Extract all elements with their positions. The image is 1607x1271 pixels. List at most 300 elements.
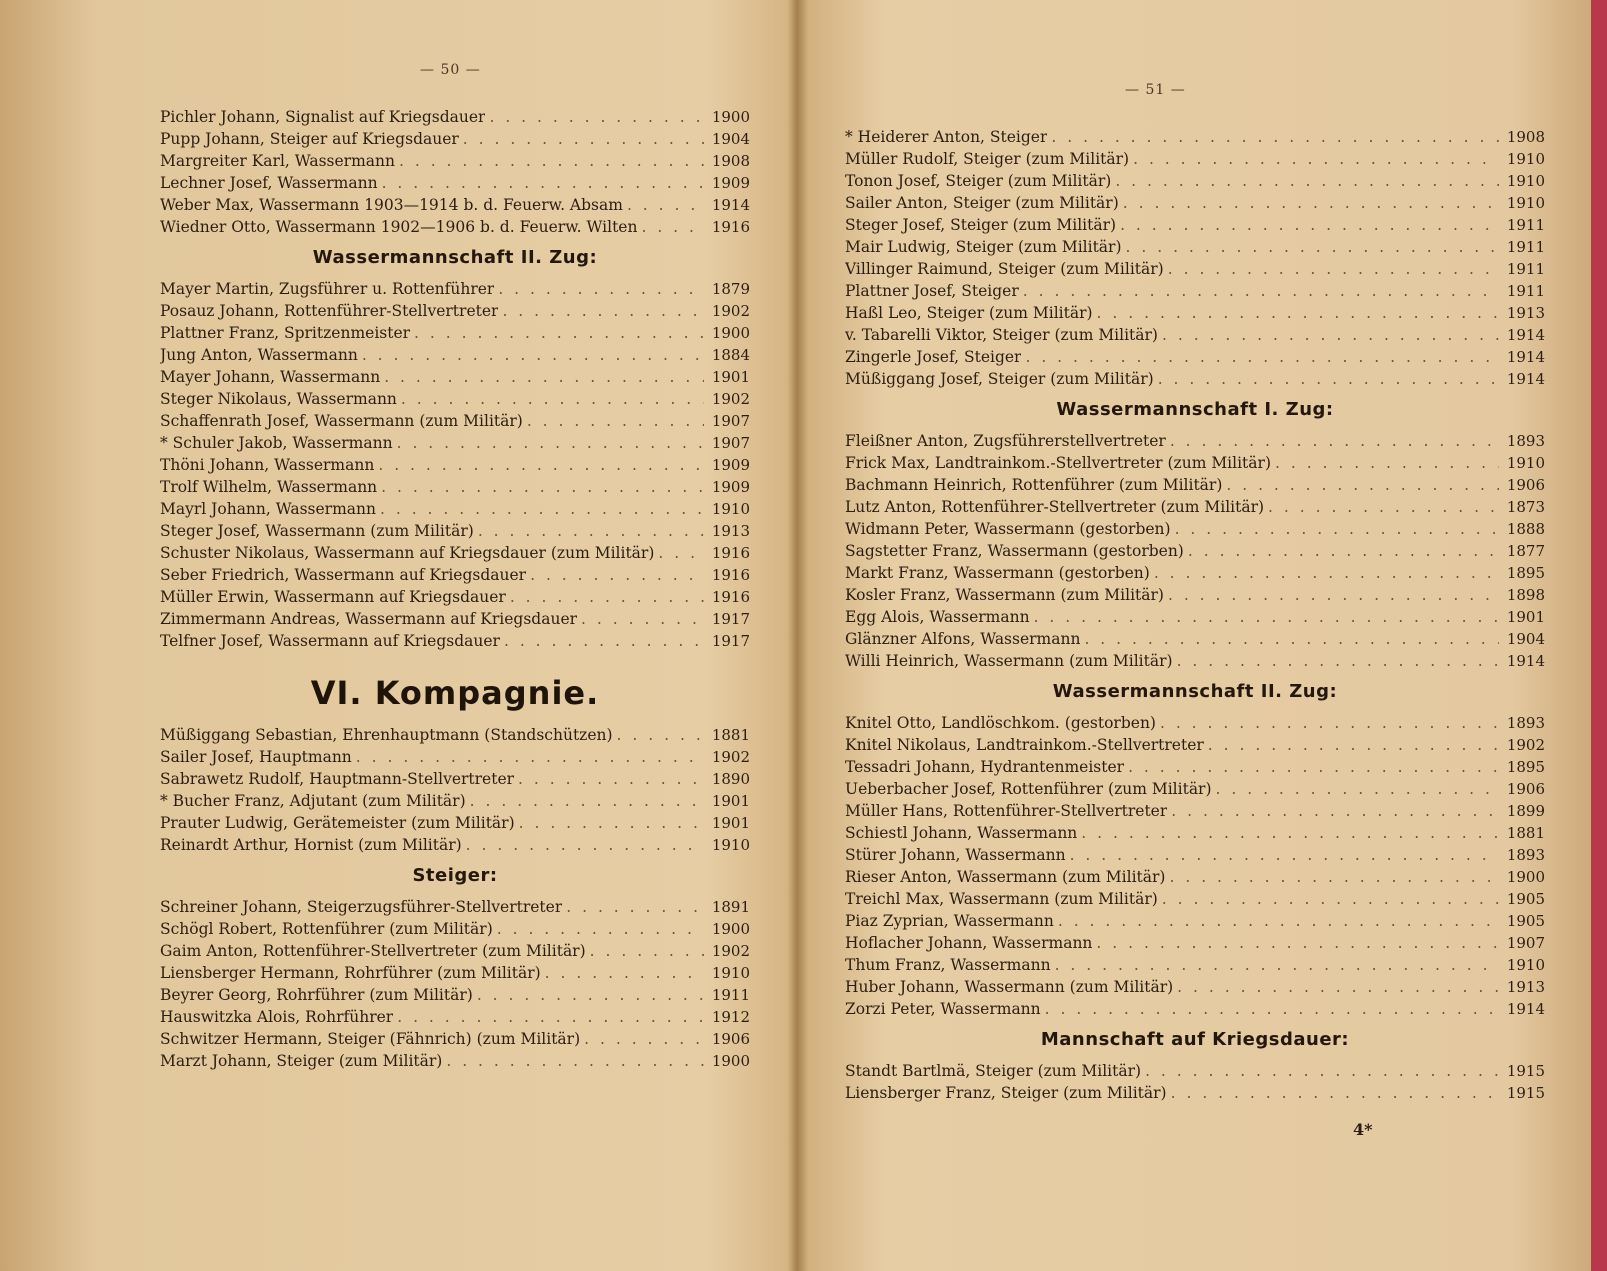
entry-year: 1914	[711, 196, 750, 214]
list-entry	[845, 650, 1545, 672]
list-entry	[160, 984, 750, 1006]
leader-dots	[1116, 214, 1499, 236]
leader-dots	[459, 128, 704, 150]
leader-dots	[654, 542, 704, 564]
list-entry	[845, 126, 1545, 148]
list-entry	[160, 790, 750, 812]
leader-dots	[473, 984, 704, 1006]
list-entry	[845, 540, 1545, 562]
group	[160, 278, 750, 652]
entry-name: Hoflacher Johann, Wassermann	[845, 934, 1093, 952]
section-heading: Steiger:	[412, 865, 498, 886]
entry-year: 1900	[711, 108, 750, 126]
entry-year: 1890	[711, 770, 750, 788]
entry-name: Lechner Josef, Wassermann	[160, 174, 378, 192]
entry-year: 1899	[1506, 802, 1545, 820]
entry-name: Schögl Robert, Rottenführer (zum Militär)	[160, 920, 493, 938]
entry-name: v. Tabarelli Viktor, Steiger (zum Militär)	[845, 326, 1158, 344]
right-entries	[845, 126, 1545, 1104]
entry-name: Haßl Leo, Steiger (zum Militär)	[845, 304, 1093, 322]
list-entry	[160, 454, 750, 476]
list-entry	[160, 586, 750, 608]
entry-name: Pupp Johann, Steiger auf Kriegsdauer	[160, 130, 459, 148]
entry-year: 1891	[711, 898, 750, 916]
entry-name: Treichl Max, Wassermann (zum Militär)	[845, 890, 1158, 908]
entry-name: Knitel Nikolaus, Landtrainkom.-Stellvertreter	[845, 736, 1204, 754]
list-entry	[160, 278, 750, 300]
entry-name: Egg Alois, Wassermann	[845, 608, 1030, 626]
leader-dots	[1129, 148, 1499, 170]
list-entry	[160, 896, 750, 918]
leader-dots	[1119, 192, 1499, 214]
entry-name: Trolf Wilhelm, Wassermann	[160, 478, 378, 496]
list-entry	[160, 388, 750, 410]
group	[845, 712, 1545, 1020]
leader-dots	[1171, 518, 1499, 540]
entry-year: 1916	[711, 544, 750, 562]
leader-dots	[376, 498, 704, 520]
list-entry	[845, 712, 1545, 734]
leader-dots	[1030, 606, 1499, 628]
section-heading: Wassermannschaft II. Zug:	[1052, 681, 1338, 702]
entry-year: 1916	[711, 566, 750, 584]
list-entry	[845, 192, 1545, 214]
list-entry	[845, 148, 1545, 170]
entry-name: Tessadri Johann, Hydrantenmeister	[845, 758, 1125, 776]
entry-year: 1898	[1506, 586, 1545, 604]
entry-year: 1915	[1506, 1062, 1545, 1080]
list-entry	[160, 172, 750, 194]
leader-dots	[1165, 866, 1499, 888]
list-entry	[160, 194, 750, 216]
entry-name: Bachmann Heinrich, Rottenführer (zum Militär)	[845, 476, 1223, 494]
leader-dots	[580, 1028, 704, 1050]
entry-year: 1908	[1506, 128, 1545, 146]
entry-year: 1900	[711, 920, 750, 938]
entry-year: 1901	[711, 814, 750, 832]
entry-name: Reinardt Arthur, Hornist (zum Militär)	[160, 836, 462, 854]
entry-name: Markt Franz, Wassermann (gestorben)	[845, 564, 1150, 582]
entry-year: 1909	[711, 456, 750, 474]
entry-year: 1915	[1506, 1084, 1545, 1102]
entry-name: Zorzi Peter, Wassermann	[845, 1000, 1041, 1018]
company-heading: VI. Kompagnie.	[310, 674, 600, 712]
entry-year: 1895	[1506, 564, 1545, 582]
list-entry	[845, 866, 1545, 888]
entry-name: Frick Max, Landtrainkom.-Stellvertreter (zum Militär)	[845, 454, 1271, 472]
entry-name: Plattner Franz, Spritzenmeister	[160, 324, 411, 342]
leader-dots	[377, 476, 704, 498]
entry-name: Schwitzer Hermann, Steiger (Fähnrich) (zum Militär)	[160, 1030, 581, 1048]
leader-dots	[526, 564, 704, 586]
entry-name: Plattner Josef, Steiger	[845, 282, 1019, 300]
entry-name: Glänzner Alfons, Wassermann	[845, 630, 1081, 648]
list-entry	[160, 128, 750, 150]
entry-year: 1910	[1506, 956, 1545, 974]
leader-dots	[1111, 170, 1499, 192]
leader-dots	[523, 410, 704, 432]
entry-year: 1906	[1506, 780, 1545, 798]
leader-dots	[466, 790, 704, 812]
entry-year: 1902	[1506, 736, 1545, 754]
leader-dots	[1154, 368, 1499, 390]
list-entry	[845, 910, 1545, 932]
entry-year: 1914	[1506, 326, 1545, 344]
leader-dots	[1173, 650, 1499, 672]
entry-year: 1907	[711, 434, 750, 452]
entry-name: * Heiderer Anton, Steiger	[845, 128, 1048, 146]
entry-year: 1911	[1506, 260, 1545, 278]
list-entry	[160, 1006, 750, 1028]
list-entry	[845, 778, 1545, 800]
entry-name: Müller Rudolf, Steiger (zum Militär)	[845, 150, 1130, 168]
list-entry	[160, 150, 750, 172]
entry-name: Liensberger Franz, Steiger (zum Militär)	[845, 1084, 1167, 1102]
leader-dots	[1019, 280, 1499, 302]
left-entries	[160, 106, 750, 1072]
leader-dots	[613, 724, 704, 746]
list-entry	[160, 812, 750, 834]
list-entry	[845, 302, 1545, 324]
entry-name: Müller Hans, Rottenführer-Stellvertreter	[845, 802, 1168, 820]
entry-year: 1888	[1506, 520, 1545, 538]
entry-name: Sagstetter Franz, Wassermann (gestorben)	[845, 542, 1184, 560]
entry-name: Schiestl Johann, Wassermann	[845, 824, 1078, 842]
entry-name: Mayer Johann, Wassermann	[160, 368, 381, 386]
entry-year: 1910	[1506, 454, 1545, 472]
leader-dots	[1184, 540, 1499, 562]
entry-year: 1913	[1506, 304, 1545, 322]
entry-year: 1893	[1506, 432, 1545, 450]
leader-dots	[1051, 954, 1499, 976]
list-entry	[160, 834, 750, 856]
leader-dots	[498, 300, 704, 322]
list-entry	[160, 768, 750, 790]
entry-name: Sabrawetz Rudolf, Hauptmann-Stellvertreter	[160, 770, 515, 788]
list-entry	[845, 496, 1545, 518]
list-entry	[845, 236, 1545, 258]
entry-name: Sailer Josef, Hauptmann	[160, 748, 352, 766]
list-entry	[160, 1028, 750, 1050]
list-entry	[160, 724, 750, 746]
list-entry	[160, 746, 750, 768]
list-entry	[160, 216, 750, 238]
leader-dots	[541, 962, 704, 984]
list-entry	[845, 998, 1545, 1020]
leader-dots	[393, 1006, 704, 1028]
entry-year: 1893	[1506, 714, 1545, 732]
entry-name: Hauswitzka Alois, Rohrführer	[160, 1008, 394, 1026]
entry-name: Seber Friedrich, Wassermann auf Kriegsdauer	[160, 566, 527, 584]
entry-name: Schaffenrath Josef, Wassermann (zum Militär)	[160, 412, 523, 430]
entry-year: 1881	[711, 726, 750, 744]
entry-year: 1901	[711, 792, 750, 810]
entry-year: 1909	[711, 478, 750, 496]
entry-year: 1909	[711, 174, 750, 192]
entry-year: 1900	[711, 1052, 750, 1070]
entry-year: 1902	[711, 748, 750, 766]
list-entry	[160, 608, 750, 630]
entry-year: 1902	[711, 942, 750, 960]
leader-dots	[442, 1050, 704, 1072]
leader-dots	[1164, 258, 1499, 280]
list-entry	[160, 940, 750, 962]
entry-year: 1914	[1506, 370, 1545, 388]
list-entry	[845, 430, 1545, 452]
entry-name: Schuster Nikolaus, Wassermann auf Kriegsdauer (zum Militär)	[160, 544, 655, 562]
entry-year: 1913	[711, 522, 750, 540]
entry-year: 1916	[711, 588, 750, 606]
list-entry	[160, 1050, 750, 1072]
entry-year: 1904	[711, 130, 750, 148]
leader-dots	[514, 768, 704, 790]
list-entry	[160, 344, 750, 366]
list-entry	[160, 476, 750, 498]
entry-name: Villinger Raimund, Steiger (zum Militär)	[845, 260, 1164, 278]
page-number: — 51 —	[1125, 82, 1186, 98]
list-entry	[160, 918, 750, 940]
list-entry	[845, 170, 1545, 192]
entry-name: Stürer Johann, Wassermann	[845, 846, 1066, 864]
entry-year: 1901	[1506, 608, 1545, 626]
leader-dots	[1164, 584, 1499, 606]
entry-name: Marzt Johann, Steiger (zum Militär)	[160, 1052, 443, 1070]
entry-name: Jung Anton, Wassermann	[160, 346, 358, 364]
entry-year: 1913	[1506, 978, 1545, 996]
leader-dots	[623, 194, 704, 216]
leader-dots	[515, 812, 704, 834]
entry-year: 1910	[1506, 194, 1545, 212]
entry-name: Tonon Josef, Steiger (zum Militär)	[845, 172, 1112, 190]
entry-year: 1914	[1506, 348, 1545, 366]
entry-year: 1910	[1506, 150, 1545, 168]
page-number: — 50 —	[420, 62, 481, 78]
leader-dots	[1054, 910, 1499, 932]
entry-year: 1907	[1506, 934, 1545, 952]
leader-dots	[378, 172, 704, 194]
leader-dots	[474, 520, 704, 542]
entry-name: Wiedner Otto, Wassermann 1902—1906 b. d. Feuerw. Wilten	[160, 218, 638, 236]
section-heading: Wassermannschaft II. Zug:	[312, 247, 598, 268]
leader-dots	[1222, 474, 1499, 496]
entry-name: Zingerle Josef, Steiger	[845, 348, 1022, 366]
entry-name: Mair Ludwig, Steiger (zum Militär)	[845, 238, 1122, 256]
list-entry	[160, 432, 750, 454]
entry-year: 1912	[711, 1008, 750, 1026]
list-entry	[160, 542, 750, 564]
entry-name: Piaz Zyprian, Wassermann	[845, 912, 1054, 930]
group	[845, 430, 1545, 672]
signature-mark: 4*	[1353, 1120, 1373, 1139]
list-entry	[845, 606, 1545, 628]
entry-year: 1908	[711, 152, 750, 170]
leader-dots	[397, 388, 704, 410]
list-entry	[160, 300, 750, 322]
leader-dots	[586, 940, 704, 962]
entry-name: Willi Heinrich, Wassermann (zum Militär)	[845, 652, 1173, 670]
list-entry	[160, 520, 750, 542]
list-entry	[160, 498, 750, 520]
right-page	[795, 0, 1591, 1271]
entry-year: 1911	[1506, 238, 1545, 256]
list-entry	[845, 628, 1545, 650]
entry-year: 1884	[711, 346, 750, 364]
entry-year: 1916	[711, 218, 750, 236]
list-entry	[845, 280, 1545, 302]
leader-dots	[1167, 1082, 1499, 1104]
entry-year: 1905	[1506, 912, 1545, 930]
entry-name: Knitel Otto, Landlöschkom. (gestorben)	[845, 714, 1156, 732]
leader-dots	[1066, 844, 1499, 866]
group	[845, 1060, 1545, 1104]
entry-year: 1914	[1506, 1000, 1545, 1018]
entry-name: * Bucher Franz, Adjutant (zum Militär)	[160, 792, 466, 810]
leader-dots	[506, 586, 704, 608]
leader-dots	[1124, 756, 1499, 778]
entry-name: Müßiggang Sebastian, Ehrenhauptmann (Standschützen)	[160, 726, 613, 744]
entry-year: 1873	[1506, 498, 1545, 516]
entry-name: Gaim Anton, Rottenführer-Stellvertreter (zum Militär)	[160, 942, 586, 960]
entry-name: Steger Josef, Steiger (zum Militär)	[845, 216, 1117, 234]
list-entry	[160, 564, 750, 586]
list-entry	[845, 562, 1545, 584]
leader-dots	[500, 630, 704, 652]
leader-dots	[1077, 822, 1499, 844]
entry-name: Huber Johann, Wassermann (zum Militär)	[845, 978, 1174, 996]
list-entry	[845, 800, 1545, 822]
leader-dots	[493, 918, 704, 940]
leader-dots	[1204, 734, 1499, 756]
list-entry	[845, 584, 1545, 606]
entry-year: 1904	[1506, 630, 1545, 648]
entry-year: 1911	[1506, 216, 1545, 234]
entry-name: Standt Bartlmä, Steiger (zum Militär)	[845, 1062, 1142, 1080]
entry-year: 1911	[711, 986, 750, 1004]
entry-name: Ueberbacher Josef, Rottenführer (zum Militär)	[845, 780, 1212, 798]
entry-name: Posauz Johann, Rottenführer-Stellvertreter	[160, 302, 499, 320]
leader-dots	[1093, 302, 1499, 324]
list-entry	[845, 888, 1545, 910]
leader-dots	[494, 278, 704, 300]
entry-year: 1910	[1506, 172, 1545, 190]
entry-year: 1901	[711, 368, 750, 386]
list-entry	[160, 322, 750, 344]
leader-dots	[1041, 998, 1499, 1020]
entry-name: Schreiner Johann, Steigerzugsführer-Stellvertreter	[160, 898, 563, 916]
leader-dots	[1212, 778, 1499, 800]
entry-year: 1893	[1506, 846, 1545, 864]
leader-dots	[410, 322, 704, 344]
entry-name: Thöni Johann, Wassermann	[160, 456, 375, 474]
section-heading: Mannschaft auf Kriegsdauer:	[1040, 1029, 1350, 1050]
entry-year: 1895	[1506, 758, 1545, 776]
entry-name: Liensberger Hermann, Rohrführer (zum Militär)	[160, 964, 541, 982]
entry-name: Kosler Franz, Wassermann (zum Militär)	[845, 586, 1164, 604]
entry-name: Rieser Anton, Wassermann (zum Militär)	[845, 868, 1166, 886]
list-entry	[845, 756, 1545, 778]
leader-dots	[1166, 430, 1499, 452]
leader-dots	[393, 432, 704, 454]
list-entry	[160, 410, 750, 432]
entry-name: * Schuler Jakob, Wassermann	[160, 434, 393, 452]
list-entry	[845, 932, 1545, 954]
leader-dots	[374, 454, 704, 476]
entry-year: 1881	[1506, 824, 1545, 842]
entry-year: 1910	[711, 836, 750, 854]
entry-name: Beyrer Georg, Rohrführer (zum Militär)	[160, 986, 473, 1004]
leader-dots	[1158, 324, 1499, 346]
entry-name: Zimmermann Andreas, Wassermann auf Kriegsdauer	[160, 610, 578, 628]
list-entry	[845, 452, 1545, 474]
entry-year: 1879	[711, 280, 750, 298]
entry-year: 1906	[711, 1030, 750, 1048]
entry-name: Lutz Anton, Rottenführer-Stellvertreter (zum Militär)	[845, 498, 1265, 516]
leader-dots	[577, 608, 704, 630]
leader-dots	[395, 150, 704, 172]
leader-dots	[1158, 888, 1499, 910]
leader-dots	[1092, 932, 1499, 954]
entry-name: Telfner Josef, Wassermann auf Kriegsdauer	[160, 632, 500, 650]
entry-name: Müller Erwin, Wassermann auf Kriegsdauer	[160, 588, 506, 606]
leader-dots	[1271, 452, 1499, 474]
entry-year: 1910	[711, 500, 750, 518]
leader-dots	[1021, 346, 1499, 368]
entry-name: Fleißner Anton, Zugsführerstellvertreter	[845, 432, 1166, 450]
leader-dots	[358, 344, 704, 366]
leader-dots	[1173, 976, 1499, 998]
entry-year: 1906	[1506, 476, 1545, 494]
list-entry	[845, 976, 1545, 998]
leader-dots	[1167, 800, 1499, 822]
leader-dots	[1150, 562, 1499, 584]
entry-year: 1910	[711, 964, 750, 982]
entry-year: 1917	[711, 632, 750, 650]
entry-year: 1917	[711, 610, 750, 628]
group	[160, 896, 750, 1072]
list-entry	[160, 106, 750, 128]
entry-name: Steger Nikolaus, Wassermann	[160, 390, 397, 408]
entry-name: Müßiggang Josef, Steiger (zum Militär)	[845, 370, 1154, 388]
entry-year: 1902	[711, 390, 750, 408]
entry-year: 1902	[711, 302, 750, 320]
entry-year: 1911	[1506, 282, 1545, 300]
list-entry	[845, 368, 1545, 390]
entry-name: Thum Franz, Wassermann	[845, 956, 1051, 974]
entry-name: Widmann Peter, Wassermann (gestorben)	[845, 520, 1171, 538]
list-entry	[845, 954, 1545, 976]
list-entry	[845, 324, 1545, 346]
group	[160, 106, 750, 238]
leader-dots	[1122, 236, 1499, 258]
list-entry	[845, 822, 1545, 844]
leader-dots	[462, 834, 704, 856]
leader-dots	[1264, 496, 1499, 518]
list-entry	[160, 630, 750, 652]
list-entry	[845, 518, 1545, 540]
leader-dots	[1156, 712, 1499, 734]
leader-dots	[380, 366, 704, 388]
book-edge	[1591, 0, 1607, 1271]
list-entry	[845, 734, 1545, 756]
entry-year: 1907	[711, 412, 750, 430]
list-entry	[845, 474, 1545, 496]
leader-dots	[562, 896, 704, 918]
leader-dots	[1080, 628, 1499, 650]
entry-year: 1900	[1506, 868, 1545, 886]
list-entry	[845, 258, 1545, 280]
list-entry	[845, 1082, 1545, 1104]
list-entry	[160, 962, 750, 984]
